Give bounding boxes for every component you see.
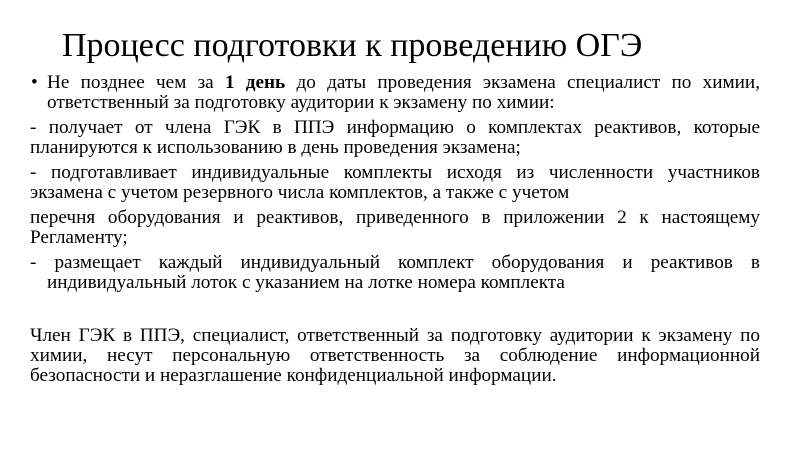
bullet-paragraph (30, 73, 760, 113)
closing-paragraph: Член ГЭК в ППЭ, специалист, ответственный за подготовку аудитории к экзамену по химии, несут персональную ответственность за соблюдение информационной безопасности и неразглашение конфиденциальной информации. (30, 325, 760, 386)
slide-title: Процесс подготовки к проведению ОГЭ (62, 27, 643, 64)
bullet-text-before: Не позднее чем за (47, 72, 225, 93)
slide-content (30, 73, 760, 391)
bullet-marker: • (31, 72, 38, 93)
spacer (30, 298, 760, 326)
bullet-text-after: до даты проведения экзамена специалист по химии, ответственный за подготовку аудитории к экзамену по химии: (47, 72, 760, 113)
list-item-receive-info: - получает от члена ГЭК в ППЭ информацию о комплектах реактивов, которые планируются к использованию в день проведения экзамена; (30, 117, 760, 158)
list-item-place-kits: - размещает каждый индивидуальный комплект оборудования и реактивов в индивидуальный лоток с указанием на лотке номера комплекта (30, 252, 760, 293)
list-item-equipment-list: перечня оборудования и реактивов, приведенного в приложении 2 к настоящему Регламенту; (30, 207, 760, 248)
bullet-text-bold: 1 день (224, 72, 286, 93)
list-item-prepare-kits: - подготавливает индивидуальные комплекты исходя из численности участников экзамена с учетом резервного числа комплектов, а также с учетом (30, 162, 760, 203)
